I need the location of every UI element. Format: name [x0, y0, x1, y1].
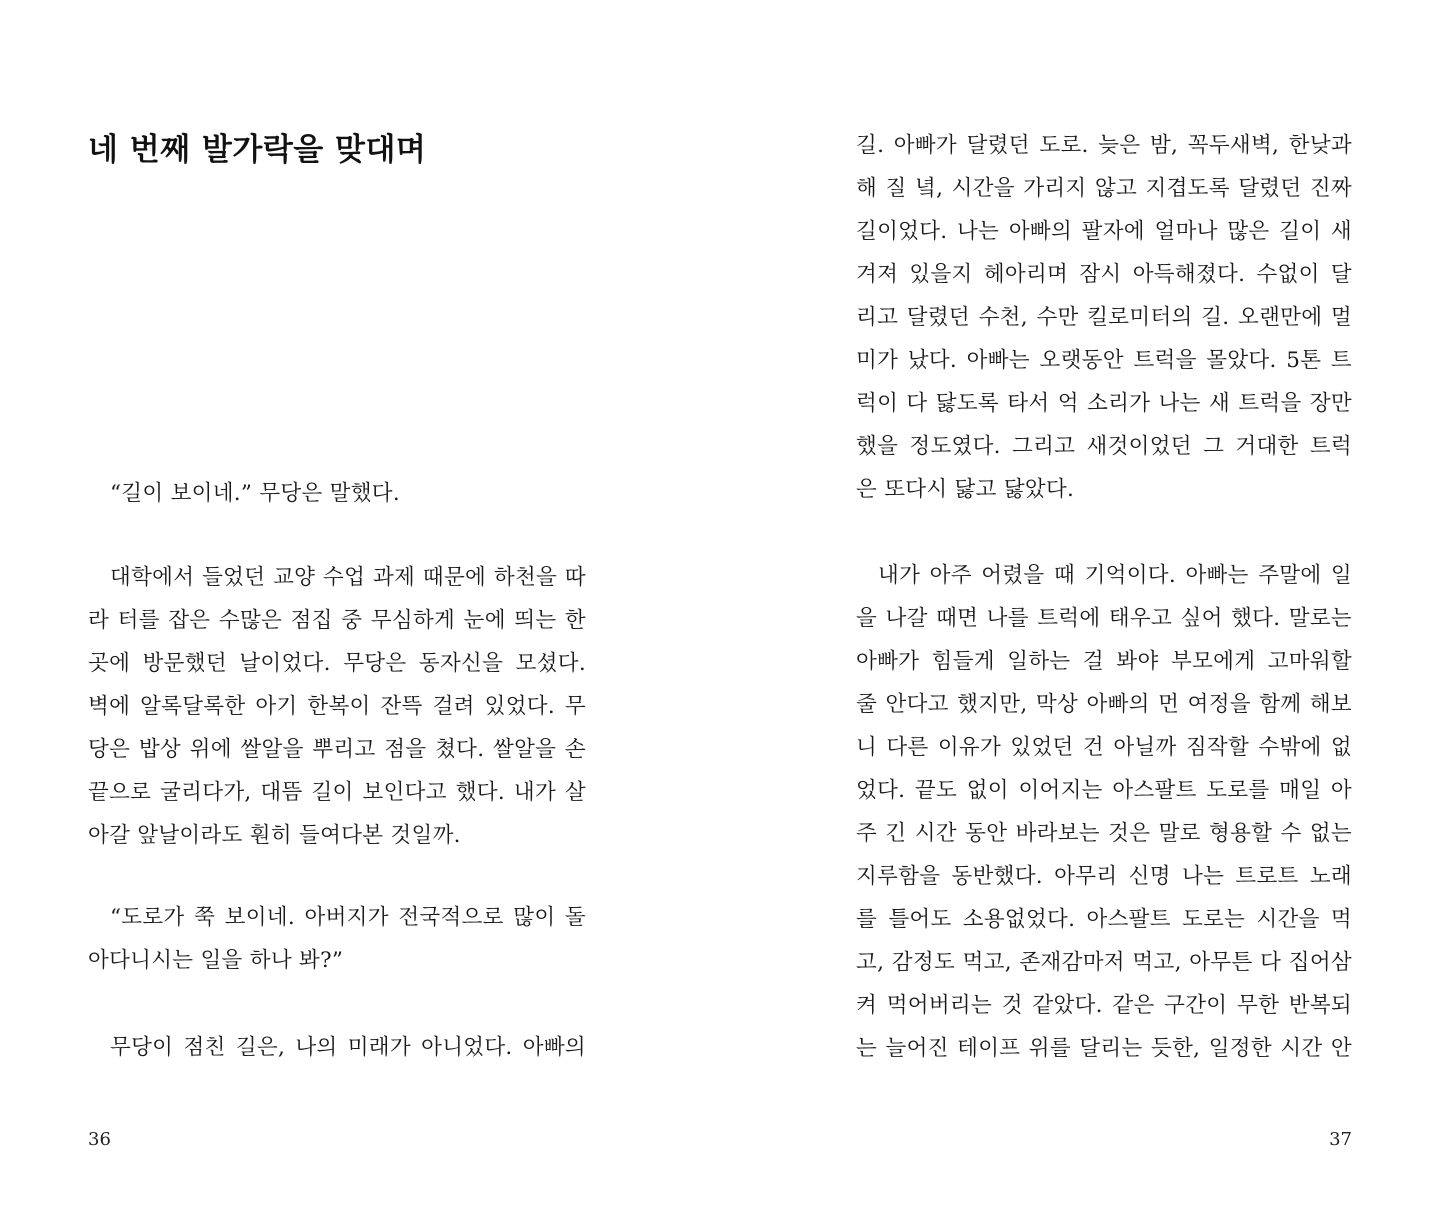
- text-line: 라 터를 잡은 수많은 점집 중 무심하게 눈에 띄는 한: [88, 608, 586, 633]
- text-line: 는 늘어진 테이프 위를 달리는 듯한, 일정한 시간 안: [856, 1036, 1352, 1061]
- text-line: 끝으로 굴리다가, 대뜸 길이 보인다고 했다. 내가 살: [88, 780, 586, 805]
- text-line: 은 또다시 닳고 닳았다.: [856, 477, 1075, 502]
- text-line: 아다니시는 일을 하나 봐?”: [88, 948, 344, 973]
- text-line: 미가 났다. 아빠는 오랫동안 트럭을 몰았다. 5톤 트: [856, 348, 1352, 373]
- text-line: 을 나갈 때면 나를 트럭에 태우고 싶어 했다. 말로는: [856, 606, 1352, 631]
- text-line: 했을 정도였다. 그리고 새것이었던 그 거대한 트럭: [856, 434, 1352, 459]
- text-line: “도로가 쭉 보이네. 아버지가 전국적으로 많이 돌: [110, 905, 586, 930]
- text-line: 길이었다. 나는 아빠의 팔자에 얼마나 많은 길이 새: [856, 219, 1352, 244]
- paragraph: [88, 896, 586, 982]
- text-line: 아빠가 힘들게 일하는 걸 봐야 부모에게 고마워할: [856, 649, 1352, 674]
- text-line: 럭이 다 닳도록 타서 억 소리가 나는 새 트럭을 장만: [856, 391, 1352, 416]
- paragraph: [88, 556, 586, 857]
- text-line: “길이 보이네.” 무당은 말했다.: [110, 481, 401, 506]
- paragraph: [88, 472, 586, 515]
- text-line: 리고 달렸던 수천, 수만 킬로미터의 길. 오랜만에 멀: [856, 305, 1352, 330]
- text-line: 줄 안다고 했지만, 막상 아빠의 먼 여정을 함께 해보: [856, 692, 1352, 717]
- text-line: 를 틀어도 소용없었다. 아스팔트 도로는 시간을 먹: [856, 907, 1352, 932]
- text-line: 벽에 알록달록한 아기 한복이 잔뜩 걸려 있었다. 무: [88, 694, 586, 719]
- text-line: 길. 아빠가 달렸던 도로. 늦은 밤, 꼭두새벽, 한낮과: [856, 133, 1352, 158]
- text-line: 해 질 녘, 시간을 가리지 않고 지겹도록 달렸던 진짜: [856, 176, 1352, 201]
- text-line: 켜 먹어버리는 것 같았다. 같은 구간이 무한 반복되: [856, 993, 1352, 1018]
- page-number: 36: [88, 1129, 111, 1150]
- text-line: 무당이 점친 길은, 나의 미래가 아니었다. 아빠의: [110, 1035, 586, 1060]
- right-page: [720, 0, 1440, 1232]
- paragraph: [856, 554, 1352, 1070]
- text-line: 곳에 방문했던 날이었다. 무당은 동자신을 모셨다.: [88, 651, 586, 676]
- text-line: 내가 아주 어렸을 때 기억이다. 아빠는 주말에 일: [878, 563, 1352, 588]
- paragraph: [856, 124, 1352, 511]
- paragraph: [88, 1026, 586, 1069]
- text-line: 대학에서 들었던 교양 수업 과제 때문에 하천을 따: [110, 565, 586, 590]
- page-number: 37: [1329, 1129, 1352, 1150]
- text-line: 아갈 앞날이라도 훤히 들여다본 것일까.: [88, 823, 461, 848]
- text-line: 었다. 끝도 없이 이어지는 아스팔트 도로를 매일 아: [856, 778, 1352, 803]
- chapter-title: 네 번째 발가락을 맞대며: [88, 132, 427, 168]
- text-line: 지루함을 동반했다. 아무리 신명 나는 트로트 노래: [856, 864, 1352, 889]
- text-line: 주 긴 시간 동안 바라보는 것은 말로 형용할 수 없는: [856, 821, 1352, 846]
- text-line: 니 다른 이유가 있었던 건 아닐까 짐작할 수밖에 없: [856, 735, 1352, 760]
- text-line: 당은 밥상 위에 쌀알을 뿌리고 점을 쳤다. 쌀알을 손: [88, 737, 586, 762]
- text-line: 겨져 있을지 헤아리며 잠시 아득해졌다. 수없이 달: [856, 262, 1352, 287]
- text-line: 고, 감정도 먹고, 존재감마저 먹고, 아무튼 다 집어삼: [856, 950, 1352, 975]
